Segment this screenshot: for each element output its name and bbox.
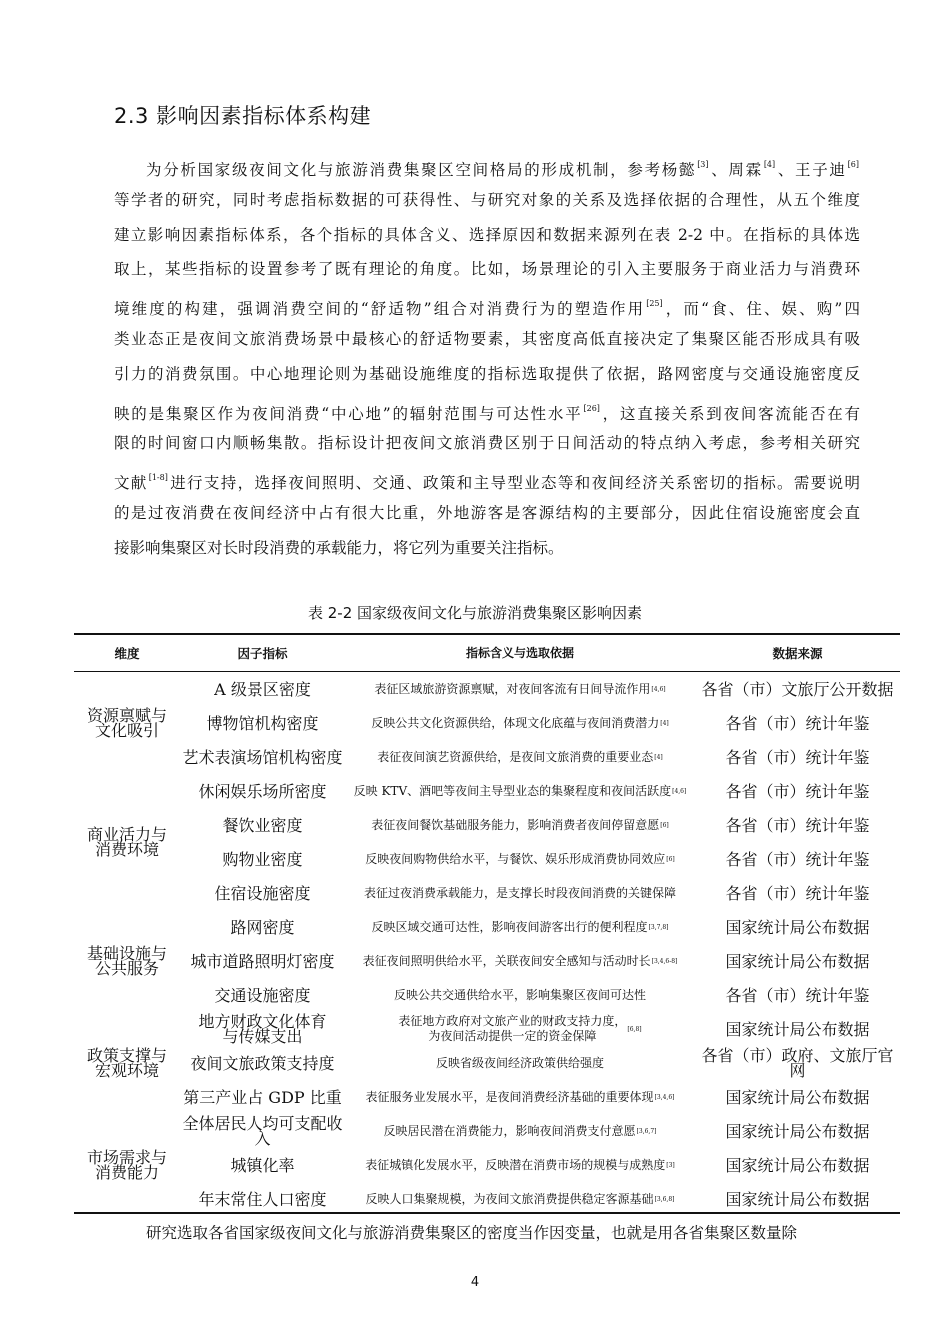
paragraph-line: [114, 322, 860, 357]
source-cell: [695, 842, 900, 876]
paragraph-text: 进行支持，选择夜间照明、交通、政策和主导型业态等和夜间经济关系密切的指标。需要说明: [168, 474, 860, 493]
paragraph-line: [114, 392, 860, 427]
source-cell-text: 各省（市）统计年鉴: [725, 883, 870, 903]
header-meaning: [345, 636, 695, 671]
meaning-cell: [345, 706, 695, 740]
source-cell: [695, 672, 900, 706]
paragraph-line: [114, 287, 860, 322]
paragraph-text: 文献: [114, 474, 148, 493]
section-heading: 2.3 影响因素指标体系构建: [114, 104, 372, 128]
citation-ref: [4]: [660, 719, 669, 727]
citation-ref: [4,6]: [672, 787, 687, 795]
factor-cell-text: 城镇化率: [230, 1155, 295, 1175]
header-meaning-text: 指标含义与选取依据: [465, 646, 574, 660]
citation-ref: [4,6]: [651, 685, 666, 693]
meaning-cell-text: 表征夜间照明供给水平，关联夜间安全感知与活动时长: [362, 953, 651, 968]
factor-cell-text: 交通设施密度: [214, 985, 311, 1005]
factor-cell-text: A 级景区密度: [214, 679, 311, 699]
citation-ref: [6,8]: [627, 1025, 642, 1033]
meaning-cell: [345, 1012, 695, 1046]
paragraph-text: 为分析国家级夜间文化与旅游消费集聚区空间格局的形成机制，参考杨懿: [146, 161, 697, 179]
paragraph-text: 、王子迪: [776, 161, 847, 179]
citation-ref: [4]: [654, 753, 663, 761]
source-cell-text: 国家统计局公布数据: [725, 1189, 870, 1209]
paragraph-line: [114, 496, 860, 531]
meaning-cell: [345, 1182, 695, 1216]
source-cell-text: 各省（市）政府、文旅厅官网: [701, 1046, 894, 1080]
meaning-cell: [345, 1046, 695, 1080]
source-cell-text: 各省（市）统计年鉴: [725, 713, 870, 733]
paragraph-line: [114, 357, 860, 392]
dimension-cell: [74, 672, 180, 774]
source-cell: [695, 876, 900, 910]
citation-ref: [25]: [646, 299, 663, 309]
source-cell: [695, 910, 900, 944]
source-cell-text: 国家统计局公布数据: [725, 1121, 870, 1141]
factor-cell-text: 全体居民人均可支配收入: [182, 1114, 343, 1148]
factor-cell: [180, 706, 345, 740]
source-cell-text: 国家统计局公布数据: [725, 951, 870, 971]
factor-cell-text: 路网密度: [230, 917, 295, 937]
paragraph-text: 、周霖: [709, 161, 763, 179]
paragraph-line: [114, 426, 860, 461]
source-cell: [695, 978, 900, 1012]
paragraph-text: 取上，某些指标的设置参考了既有理论的角度。比如，场景理论的引入主要服务于商业活力与消费环: [114, 260, 860, 279]
meaning-cell-text: 反映居民潜在消费能力，影响夜间消费支付意愿: [383, 1123, 636, 1138]
factor-cell: [180, 910, 345, 944]
citation-ref: [3,6,8]: [654, 1195, 675, 1203]
dimension-cell: [74, 1114, 180, 1216]
table-top-rule: [74, 633, 900, 635]
meaning-cell: [345, 944, 695, 978]
factor-cell-text: 地方财政文化体育 与传媒支出: [198, 1012, 327, 1046]
paragraph-line: [114, 183, 860, 218]
source-cell: [695, 774, 900, 808]
meaning-cell: [345, 842, 695, 876]
paragraph-text: 限的时间窗口内顺畅集散。指标设计把夜间文旅消费区别于日间活动的特点纳入考虑，参考相关研究: [114, 434, 860, 453]
citation-ref: [6]: [660, 821, 669, 829]
citation-ref: [3]: [666, 1161, 675, 1169]
source-cell-text: 各省（市）统计年鉴: [725, 815, 870, 835]
dimension-cell: [74, 774, 180, 910]
factor-cell: [180, 842, 345, 876]
factor-cell: [180, 774, 345, 808]
factor-cell-text: 休闲娱乐场所密度: [198, 781, 327, 801]
factor-cell-text: 夜间文旅政策支持度: [190, 1053, 335, 1073]
paragraph-text: 引力的消费氛围。中心地理论则为基础设施维度的指标选取提供了依据，路网密度与交通设施密度反: [114, 364, 860, 383]
meaning-cell: [345, 1148, 695, 1182]
factor-cell-text: 第三产业占 GDP 比重: [183, 1087, 342, 1107]
factor-cell-text: 年末常住人口密度: [198, 1189, 327, 1209]
source-cell: [695, 1182, 900, 1216]
factor-cell-text: 住宿设施密度: [214, 883, 311, 903]
source-cell: [695, 944, 900, 978]
dimension-cell-text: 市场需求与 消费能力: [86, 1148, 167, 1182]
meaning-cell-text: 反映夜间购物供给水平，与餐饮、娱乐形成消费协同效应: [365, 851, 666, 866]
meaning-cell-text: 表征城镇化发展水平，反映潜在消费市场的规模与成熟度: [365, 1157, 666, 1172]
paragraph-text: 等学者的研究，同时考虑指标数据的可获得性、与研究对象的关系及选择依据的合理性，从五个维度: [114, 190, 860, 209]
factor-cell: [180, 1114, 345, 1148]
source-cell-text: 国家统计局公布数据: [725, 1155, 870, 1175]
citation-ref: [3,4,6-8]: [651, 957, 678, 965]
dimension-cell: [74, 910, 180, 1012]
header-source: [695, 636, 900, 671]
meaning-cell: [345, 876, 695, 910]
factor-cell-text: 艺术表演场馆机构密度: [182, 747, 343, 767]
citation-ref: [6]: [847, 160, 859, 169]
paragraph-text: 的是过夜消费在夜间经济中占有很大比重，外地游客是客源结构的主要部分，因此住宿设施密度会直: [114, 503, 860, 522]
header-dimension: [74, 636, 180, 671]
citation-ref: [3]: [697, 160, 709, 169]
factor-cell: [180, 1148, 345, 1182]
meaning-cell-text: 表征夜间餐饮基础服务能力，影响消费者夜间停留意愿: [371, 817, 660, 832]
dimension-cell-text: 资源禀赋与 文化吸引: [86, 706, 167, 740]
meaning-cell: [345, 978, 695, 1012]
source-cell: [695, 1080, 900, 1114]
meaning-cell-text: 表征地方政府对文旅产业的财政支持力度， 为夜间活动提供一定的资金保障: [398, 1014, 627, 1043]
paragraph-text: 映的是集聚区作为夜间消费“中心地”的辐射范围与可达性水平: [114, 404, 583, 423]
dimension-cell-text: 商业活力与 消费环境: [86, 825, 167, 859]
factor-cell: [180, 808, 345, 842]
paragraph-line: [114, 218, 860, 253]
source-cell-text: 各省（市）统计年鉴: [725, 985, 870, 1005]
meaning-cell: [345, 1080, 695, 1114]
meaning-cell-text: 表征服务业发展水平，是夜间消费经济基础的重要体现: [365, 1089, 654, 1104]
factor-cell-text: 餐饮业密度: [222, 815, 303, 835]
paragraph-line: [114, 148, 860, 183]
citation-ref: [1-8]: [148, 473, 168, 483]
dimension-cell-text: 政策支撑与 宏观环境: [86, 1046, 167, 1080]
factor-cell: [180, 1046, 345, 1080]
meaning-cell: [345, 774, 695, 808]
citation-ref: [3,6,7]: [636, 1127, 657, 1135]
source-cell: [695, 808, 900, 842]
source-cell-text: 国家统计局公布数据: [725, 1019, 870, 1039]
paragraph-line: [114, 531, 860, 566]
page-number: 4: [470, 1275, 480, 1290]
meaning-cell-text: 反映区域交通可达性，影响夜间游客出行的便利程度: [371, 919, 648, 934]
meaning-cell: [345, 1114, 695, 1148]
meaning-cell-text: 反映公共交通供给水平，影响集聚区夜间可达性: [393, 987, 646, 1002]
paragraph-text: 境维度的构建，强调消费空间的“舒适物”组合对消费行为的塑造作用: [114, 300, 646, 319]
factor-cell-text: 博物馆机构密度: [206, 713, 319, 733]
citation-ref: [3,4,6]: [654, 1093, 675, 1101]
meaning-cell-text: 反映省级夜间经济政策供给强度: [435, 1055, 604, 1070]
factor-cell-text: 购物业密度: [222, 849, 303, 869]
meaning-cell: [345, 910, 695, 944]
paragraph-line: [114, 461, 860, 496]
meaning-cell-text: 反映人口集聚规模，为夜间文旅消费提供稳定客源基础: [365, 1191, 654, 1206]
factor-cell-text: 城市道路照明灯密度: [190, 951, 335, 971]
source-cell: [695, 1012, 900, 1046]
citation-ref: [6]: [666, 855, 675, 863]
source-cell-text: 国家统计局公布数据: [725, 917, 870, 937]
meaning-cell-text: 表征过夜消费承载能力，是支撑长时段夜间消费的关键保障: [363, 885, 676, 900]
factor-cell: [180, 1182, 345, 1216]
citation-ref: [3,7,8]: [648, 923, 669, 931]
meaning-cell: [345, 740, 695, 774]
source-cell-text: 各省（市）文旅厅公开数据: [701, 679, 894, 699]
source-cell: [695, 1046, 900, 1080]
header-factor-text: 因子指标: [237, 646, 288, 661]
citation-ref: [26]: [583, 403, 600, 413]
source-cell-text: 各省（市）统计年鉴: [725, 849, 870, 869]
dimension-cell-text: 基础设施与 公共服务: [86, 944, 167, 978]
source-cell: [695, 740, 900, 774]
factor-cell: [180, 944, 345, 978]
meaning-cell: [345, 672, 695, 706]
continuation-text: 研究选取各省国家级夜间文化与旅游消费集聚区的密度当作因变量，也就是用各省集聚区数量除: [146, 1224, 798, 1242]
paragraph-text: ，这直接关系到夜间客流能否在有: [600, 404, 860, 423]
factor-cell: [180, 1080, 345, 1114]
factor-cell: [180, 740, 345, 774]
meaning-cell-text: 表征区域旅游资源禀赋，对夜间客流有日间导流作用: [374, 681, 651, 696]
table-caption: 表 2-2 国家级夜间文化与旅游消费集聚区影响因素: [307, 604, 643, 622]
meaning-cell: [345, 808, 695, 842]
dimension-cell: [74, 1012, 180, 1114]
paragraph-text: 类业态正是夜间文旅消费场景中最核心的舒适物要素，其密度高低直接决定了集聚区能否形成具有吸: [114, 329, 860, 348]
source-cell-text: 各省（市）统计年鉴: [725, 747, 870, 767]
header-dimension-text: 维度: [114, 646, 140, 661]
factor-cell: [180, 672, 345, 706]
factor-cell: [180, 978, 345, 1012]
body-paragraph: [114, 148, 860, 566]
meaning-cell-text: 反映公共文化资源供给，体现文化底蕴与夜间消费潜力: [371, 715, 660, 730]
factor-cell: [180, 1012, 345, 1046]
citation-ref: [4]: [763, 160, 776, 169]
paragraph-text: ，而“食、住、娱、购”四: [663, 300, 860, 319]
paragraph-text: 建立影响因素指标体系，各个指标的具体含义、选择原因和数据来源列在表 2-2 中。在指标的具体选: [114, 225, 860, 244]
source-cell: [695, 1148, 900, 1182]
source-cell-text: 各省（市）统计年鉴: [725, 781, 870, 801]
factor-cell: [180, 876, 345, 910]
paragraph-text: 接影响集聚区对长时段消费的承载能力，将它列为重要关注指标。: [114, 538, 564, 557]
meaning-cell-text: 反映 KTV、酒吧等夜间主导型业态的集聚程度和夜间活跃度: [353, 783, 672, 798]
source-cell: [695, 706, 900, 740]
header-factor: [180, 636, 345, 671]
source-cell: [695, 1114, 900, 1148]
paragraph-line: [114, 252, 860, 287]
header-source-text: 数据来源: [772, 646, 823, 661]
source-cell-text: 国家统计局公布数据: [725, 1087, 870, 1107]
meaning-cell-text: 表征夜间演艺资源供给，是夜间文旅消费的重要业态: [377, 749, 654, 764]
